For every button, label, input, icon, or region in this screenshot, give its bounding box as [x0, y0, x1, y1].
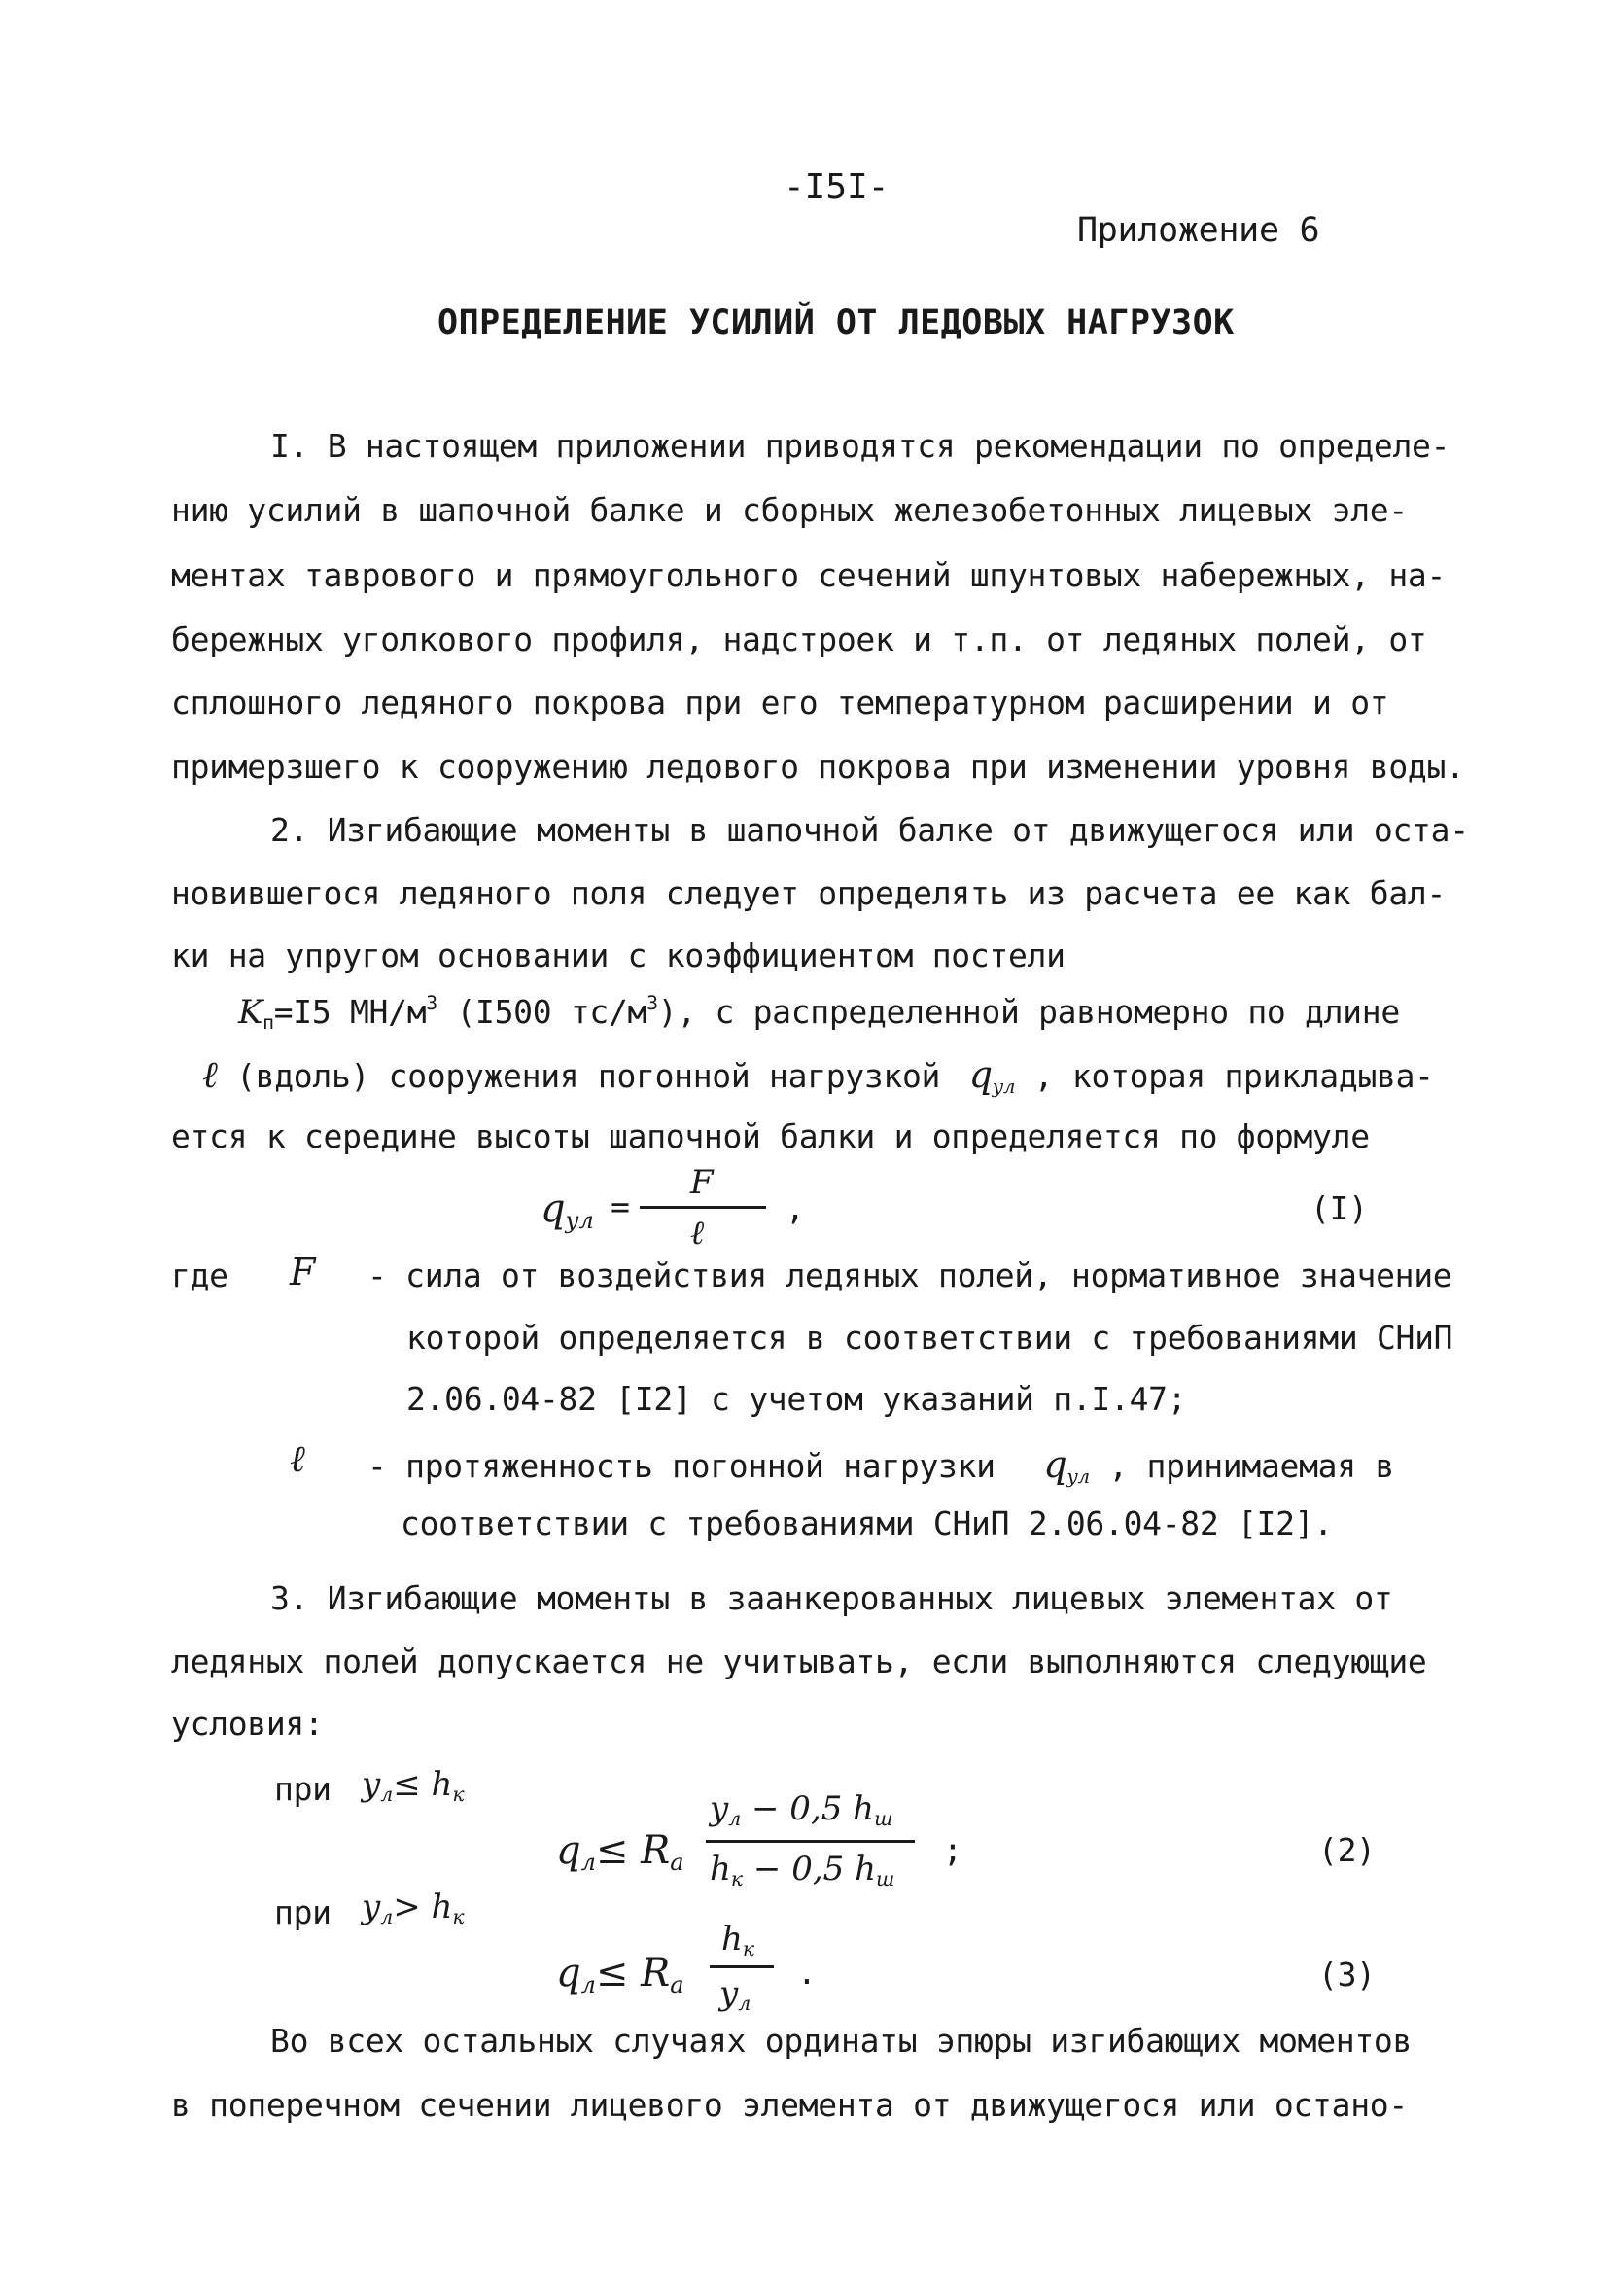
- p3-line-1: 3. Изгибающие моменты в заанкерованных лицевых элементах от: [270, 1579, 1393, 1617]
- q-symbol: q: [968, 1053, 993, 1096]
- f1-number: (I): [1310, 1189, 1368, 1227]
- p2-last-line: ется к середине высоты шапочной балки и определяется по формуле: [171, 1117, 1370, 1155]
- page-title: ОПРЕДЕЛЕНИЕ УСИЛИЙ ОТ ЛЕДОВЫХ НАГРУЗОК: [437, 303, 1235, 342]
- f3-trail: .: [797, 1954, 817, 1992]
- f1-numerator: F: [690, 1163, 714, 1202]
- where-b-symbol: ℓ: [290, 1437, 305, 1480]
- p1-line-5: сплошного ледяного покрова при его температурном расширении и от: [171, 684, 1389, 722]
- f2-trail: ;: [943, 1831, 962, 1869]
- p1-line-6: примерзшего к сооружению ледового покрова при изменении уровня воды.: [171, 748, 1465, 786]
- kn-exp: 3: [426, 992, 437, 1015]
- f2-lhs: $q_л\le R_a$: [556, 1828, 684, 1877]
- appendix-label: Приложение 6: [1077, 211, 1320, 250]
- b-text-2: , которая прикладыва-: [1033, 1057, 1434, 1095]
- p2-line-2: новившегося ледяного поля следует определять из расчета ее как бал-: [171, 874, 1447, 912]
- where-label: где: [171, 1256, 228, 1294]
- cond-1-label: при: [274, 1770, 332, 1808]
- f2-fraction-bar: [706, 1840, 915, 1843]
- f3-lhs: $q_л\le R_a$: [556, 1951, 684, 1999]
- p2-line-3: ки на упругом основании с коэффициентом постели: [171, 936, 1066, 974]
- p3-line-2: ледяных полей допускается не учитывать, если выполняются следующие: [171, 1643, 1427, 1680]
- where-f-line-1: - сила от воздействия ледяных полей, нормативное значение: [367, 1256, 1452, 1294]
- p2-kn-line: [238, 992, 1400, 1034]
- p1-line-4: бережных уголкового профиля, надстроек и т.п. от ледяных полей, от: [171, 620, 1427, 658]
- f3-number: (3): [1318, 1956, 1376, 1994]
- kn-sub: п: [262, 1010, 274, 1034]
- f2-denominator: $h_к - 0,5$ $h_ш$: [710, 1850, 895, 1891]
- cond-1-expr: $y_л\le h_к$: [362, 1765, 465, 1807]
- p1-line-1: I. В настоящем приложении приводятся рекомендации по определе-: [270, 427, 1450, 465]
- f3-numerator: $h_к$: [721, 1920, 755, 1961]
- where-b-line-2: соответствии с требованиями СНиП 2.06.04-82 [I2].: [401, 1504, 1333, 1542]
- where-f-symbol: F: [290, 1251, 316, 1293]
- where-f-line-3: 2.06.04-82 [I2] с учетом указаний п.I.47;: [406, 1380, 1187, 1418]
- where-f-line-2: которой определяется в соответствии с требованиями СНиП: [406, 1319, 1453, 1357]
- where-b-q: q: [1043, 1443, 1067, 1486]
- p3-line-3: условия:: [171, 1705, 324, 1743]
- f3-fraction-bar: [710, 1965, 774, 1968]
- p2-line-1: 2. Изгибающие моменты в шапочной балке от движущегося или оста-: [270, 811, 1469, 849]
- f2-number: (2): [1318, 1831, 1376, 1869]
- cond-2-label: при: [274, 1893, 332, 1931]
- q-sub: ул: [992, 1075, 1016, 1098]
- kn-value: =I5 МН/м: [273, 993, 427, 1031]
- b-symbol: ℓ: [202, 1053, 218, 1096]
- f1-eq: =: [611, 1187, 630, 1225]
- kn-paren-exp: 3: [646, 992, 658, 1015]
- f1-fraction-bar: [640, 1206, 766, 1209]
- cond-2-expr: $y_л> h_к$: [362, 1888, 465, 1929]
- kn-rest: ), с распределенной равномерно по длине: [657, 993, 1400, 1031]
- f1-trail: ,: [786, 1189, 805, 1227]
- p1-line-2: нию усилий в шапочной балке и сборных железобетонных лицевых эле-: [171, 491, 1408, 529]
- page-number: -I5I-: [784, 167, 890, 207]
- p4-line-1: Во всех остальных случаях ординаты эпюры изгибающих моментов: [270, 2022, 1413, 2060]
- kn-symbol: K: [238, 993, 263, 1032]
- f1-lhs: $q_{ул}$: [541, 1186, 594, 1235]
- b-text-1: (вдоль) сооружения погонной нагрузкой: [236, 1057, 941, 1095]
- kn-paren: (I500 тс/м: [456, 993, 647, 1031]
- p1-line-3: ментах таврового и прямоугольного сечений шпунтовых набережных, на-: [171, 556, 1447, 594]
- f2-numerator: $y_л - 0,5$ $h_ш$: [710, 1789, 893, 1831]
- p2-b-line: [202, 1053, 1434, 1098]
- f3-denominator: $y_л$: [719, 1974, 751, 2016]
- where-b-line-1: - протяженность погонной нагрузки $q_{ул}$ , принимаемая в: [367, 1443, 1394, 1488]
- f1-denominator: ℓ: [690, 1214, 705, 1253]
- p4-line-2: в поперечном сечении лицевого элемента от движущегося или остано-: [171, 2086, 1408, 2124]
